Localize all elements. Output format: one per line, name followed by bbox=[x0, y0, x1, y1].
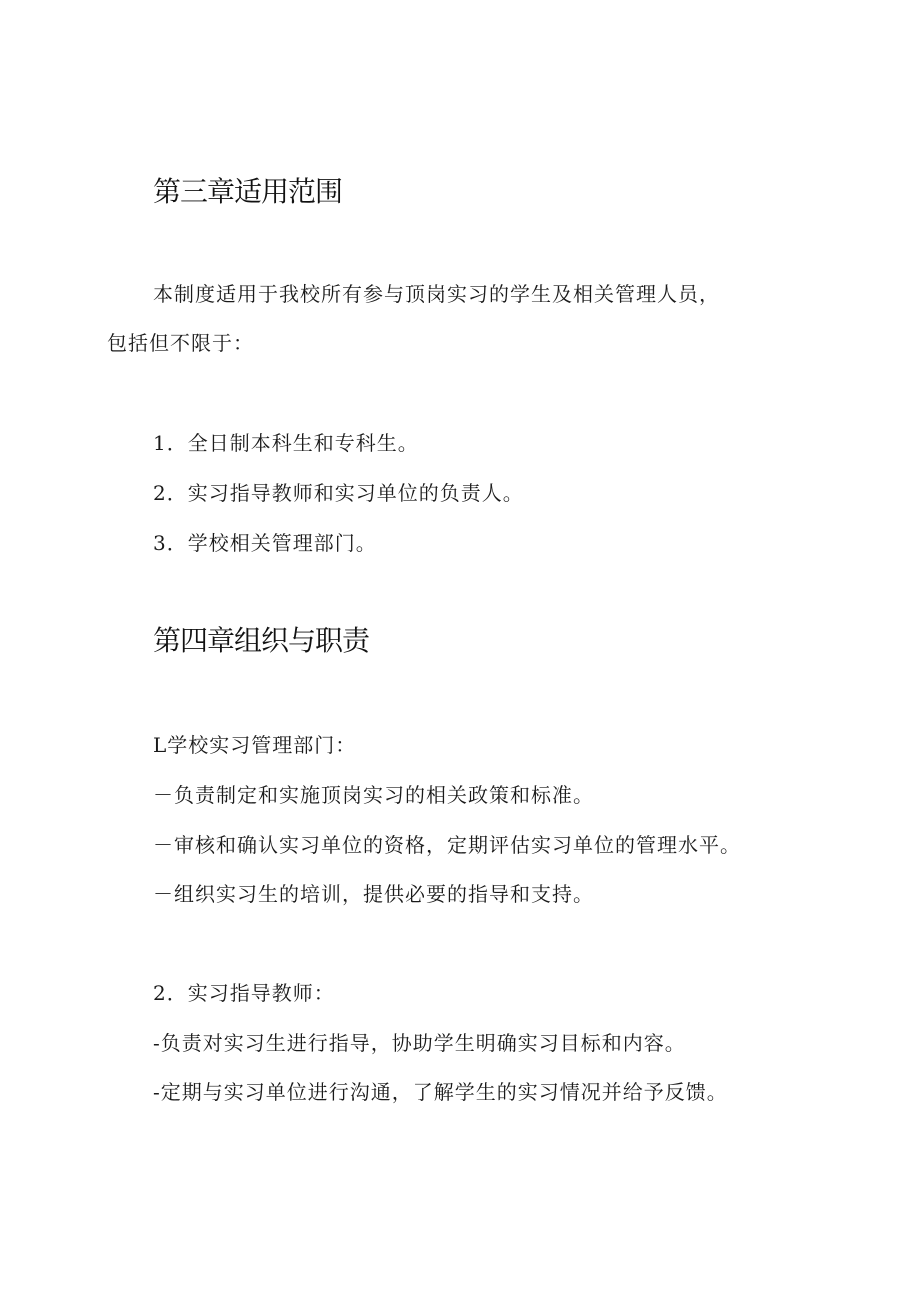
chapter3-item-3: 3．学校相关管理部门。 bbox=[153, 531, 377, 555]
chapter4-section2-bullet-1: -负责对实习生进行指导，协助学生明确实习目标和内容。 bbox=[153, 1031, 686, 1055]
chapter4-section1-bullet-1: －负责制定和实施顶岗实习的相关政策和标准。 bbox=[153, 783, 594, 807]
chapter4-section1-bullet-3: －组织实习生的培训，提供必要的指导和支持。 bbox=[153, 882, 594, 906]
chapter3-intro-line1: 本制度适用于我校所有参与顶岗实习的学生及相关管理人员， bbox=[153, 282, 720, 306]
chapter4-title: 第四章组织与职责 bbox=[153, 624, 370, 657]
chapter3-intro-line2: 包括但不限于： bbox=[107, 331, 254, 355]
chapter3-item-1: 1．全日制本科生和专科生。 bbox=[153, 431, 419, 455]
chapter4-section1-heading: L学校实习管理部门： bbox=[153, 733, 357, 757]
chapter4-section1-bullet-2: －审核和确认实习单位的资格，定期评估实习单位的管理水平。 bbox=[153, 833, 741, 857]
chapter3-title: 第三章适用范围 bbox=[153, 175, 343, 208]
chapter4-section2-bullet-2: -定期与实习单位进行沟通，了解学生的实习情况并给予反馈。 bbox=[153, 1080, 728, 1104]
chapter3-item-2: 2．实习指导教师和实习单位的负责人。 bbox=[153, 481, 524, 505]
chapter4-section2-heading: 2．实习指导教师： bbox=[153, 981, 335, 1005]
